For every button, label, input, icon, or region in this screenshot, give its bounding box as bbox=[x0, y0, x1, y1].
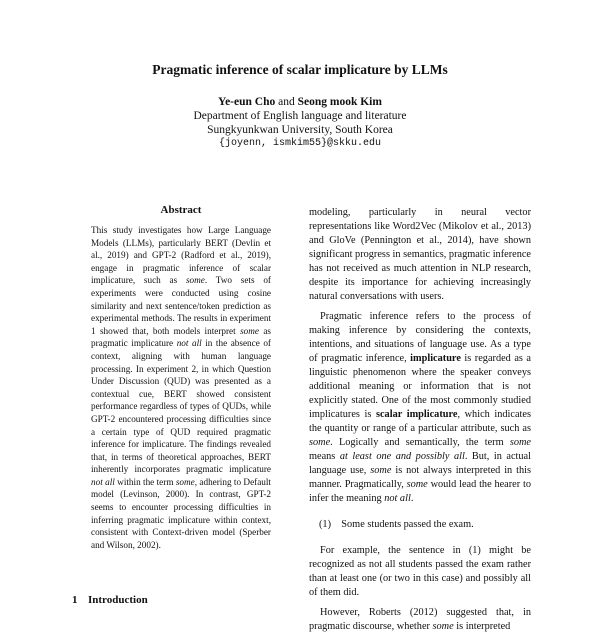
body-text: would lead the hearer to infer the meaning bbox=[309, 479, 531, 504]
author-name-1: Ye-eun Cho bbox=[218, 96, 276, 108]
abstract-text: as pragmatic implicature bbox=[91, 325, 271, 349]
body-emph: some bbox=[406, 479, 428, 490]
body-text: is not always interpreted in this manner. Pragmatically, bbox=[309, 465, 531, 490]
abstract-emph: some bbox=[185, 275, 205, 286]
section-heading-introduction bbox=[72, 594, 148, 606]
body-paragraph bbox=[309, 606, 531, 634]
author-conjunction: and bbox=[278, 96, 295, 108]
body-emph: some bbox=[370, 465, 392, 476]
abstract-emph: not all bbox=[176, 338, 202, 349]
paper-title: Pragmatic inference of scalar implicature by LLMs bbox=[152, 62, 448, 77]
abstract-emph: not all bbox=[91, 476, 115, 487]
term-scalar-implicature: scalar implicature bbox=[375, 409, 458, 420]
body-text: However, Roberts (2012) suggested that, in pragmatic discourse, whether bbox=[309, 607, 531, 632]
body-emph: some bbox=[309, 437, 331, 448]
author-block bbox=[0, 95, 600, 151]
body-emph: some bbox=[509, 437, 531, 448]
abstract-text: , adhering to Default model (Levinson, 2000). In contrast, GPT-2 seems to encounter processing difficulties in inferring pragmatic implicature within context, consistent with Context-driven model (Sperber and Wilson, 2002). bbox=[91, 476, 271, 550]
body-text: is regarded as a linguistic phenomenon where the speaker conveys additional meaning or information that is not explicitly stated. One of the most commonly studied implicatures is bbox=[309, 353, 531, 420]
abstract-heading: Abstract bbox=[160, 204, 202, 216]
abstract-emph: some bbox=[240, 325, 259, 336]
abstract-text: within the term bbox=[114, 476, 176, 487]
body-text: Pragmatic inference refers to the process of making inference by considering the contexts, intentions, and situations of language use. As a type of pragmatic inference, bbox=[309, 311, 531, 364]
abstract-text: This study investigates how Large Language Models (LLMs), particularly BERT (Devlin et al., 2019) and GPT-2 (Radford et al., 2019), engage in pragmatic inference of scalar implicature, such as bbox=[91, 225, 271, 286]
body-text: . Logically and semantically, the term bbox=[330, 437, 510, 448]
section-number: 1 bbox=[72, 594, 78, 606]
body-text: . bbox=[410, 493, 414, 504]
affiliation-university: Sungkyunkwan University, South Korea bbox=[207, 124, 393, 136]
example-sentence: (1) Some students passed the exam. bbox=[319, 519, 474, 530]
abstract-text: . Two sets of experiments were conducted using cosine similarity and next sentence/token prediction as experimental methods. The results in experiment 1 showed that, both models interpret bbox=[91, 275, 271, 336]
body-text: is interpreted bbox=[453, 621, 511, 632]
body-emph: at least one and possibly all bbox=[339, 451, 465, 462]
abstract-emph: some bbox=[175, 476, 195, 487]
body-emph: not all bbox=[384, 493, 411, 504]
term-implicature: implicature bbox=[410, 353, 461, 364]
abstract-body bbox=[91, 224, 271, 551]
body-emph: some bbox=[432, 621, 454, 632]
author-name-2: Seong mook Kim bbox=[297, 96, 382, 108]
body-text: , which indicates the quantity or range of a particular attribute, such as bbox=[309, 409, 531, 434]
body-paragraph bbox=[309, 310, 531, 506]
affiliation-department: Department of English language and literature bbox=[193, 110, 407, 122]
body-paragraph: modeling, particularly in neural vector representations like Word2Vec (Mikolov et al., 2013) and GloVe (Pennington et al., 2014), have shown significant progress in semantics, pragmatic inference has not received as much attention in NLP research, despite its importance for achieving increasingly natural conversations with users. bbox=[309, 207, 531, 302]
author-line bbox=[0, 95, 600, 109]
body-text: means bbox=[309, 451, 340, 462]
right-column bbox=[309, 206, 531, 634]
abstract-text: in the absence of context, aligning with human language processing. In experiment 2, in which Question Under Discussion (QUD) was presented as a contextual cue, BERT showed consistent performance regardless of types of QUDs, while GPT-2 encountered processing difficulties since a certain type of QUD required pragmatic inference for implicature. The findings revealed that, in terms of theoretical approaches, BERT inherently incorporates pragmatic implicature bbox=[91, 338, 271, 475]
author-email: {joyenn, ismkim55}@skku.edu bbox=[218, 138, 382, 149]
section-title: Introduction bbox=[88, 594, 148, 606]
body-paragraph: For example, the sentence in (1) might be recognized as not all students passed the exam rather than at least one (or two in this case) and possibly all of them did. bbox=[309, 545, 531, 598]
body-text: . But, in actual language use, bbox=[309, 451, 531, 476]
